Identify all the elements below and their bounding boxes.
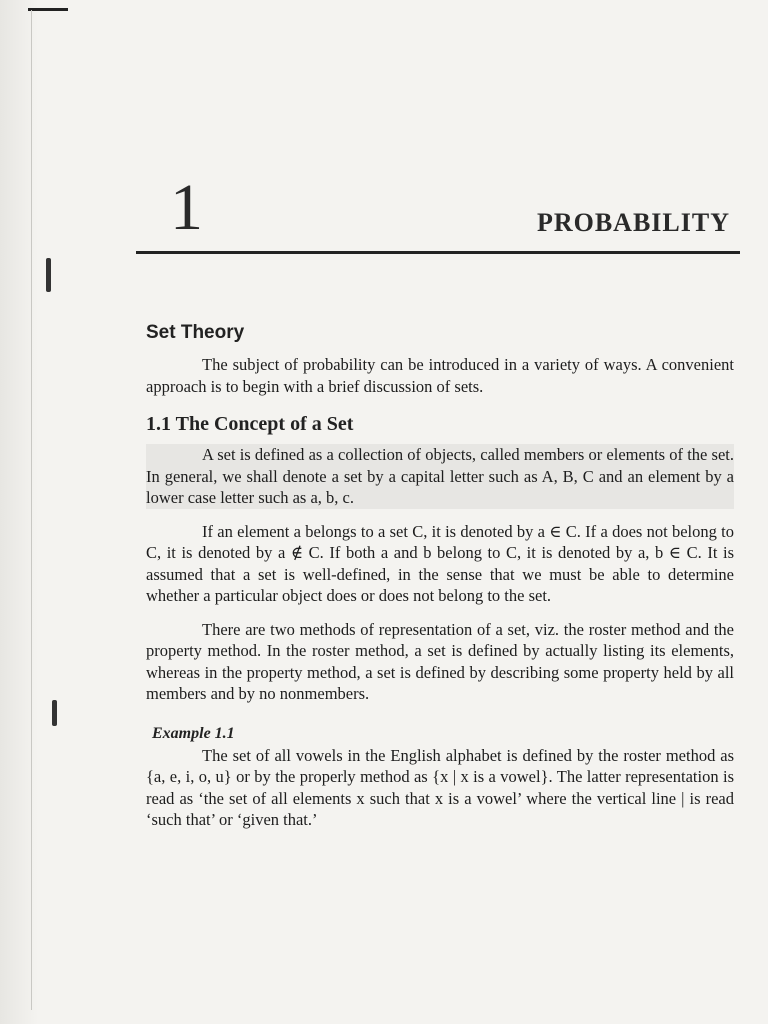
paragraph-set-definition: A set is defined as a collection of objects, called members or elements of the set. In general, we shall denote a set by a capital letter such as A, B, C and an element by a lower case letter such as a, b, c. [146, 445, 734, 507]
section-intro: The subject of probability can be introduced in a variety of ways. A convenient approach is to begin with a brief discussion of sets. [146, 355, 734, 396]
scan-edge-mark [28, 8, 68, 11]
scan-edge [0, 0, 38, 1024]
scan-blot-lower [52, 700, 57, 726]
chapter-number: 1 [170, 171, 203, 244]
chapter-title: PROBABILITY [536, 208, 730, 237]
paragraph-membership: If an element a belongs to a set C, it is denoted by a ∈ C. If a does not belong to C, it is denoted by a ∉ C. If both a and b belong to C, it is denoted by a, b ∈ C. It is assumed that a set is well-defined, in the sense that we must be able to determine whether a particular object does or does not belong to the set. [146, 521, 734, 605]
scan-edge-line [31, 10, 32, 1010]
example-text: The set of all vowels in the English alphabet is defined by the roster method as {a, e, i, o, u} or by the properly method as {x | x is a vowel}. The latter representation is read as ‘the set of all elements x such that x is a vowel’ where the vertical line | is read ‘such that’ or ‘given that.’ [146, 745, 734, 829]
example-heading: Example 1.1 [152, 724, 235, 742]
subsection-heading: 1.1 The Concept of a Set [146, 413, 354, 435]
paragraph-representation: There are two methods of representation of a set, viz. the roster method and the property method. In the roster method, a set is defined by actually listing its elements, whereas in the property method, a set is defined by describing some property held by all members and by no nonmembers. [146, 619, 734, 703]
scan-blot-upper [46, 258, 51, 292]
page-body [146, 322, 734, 843]
section-heading: Set Theory [146, 322, 245, 343]
chapter-rule [136, 251, 740, 254]
